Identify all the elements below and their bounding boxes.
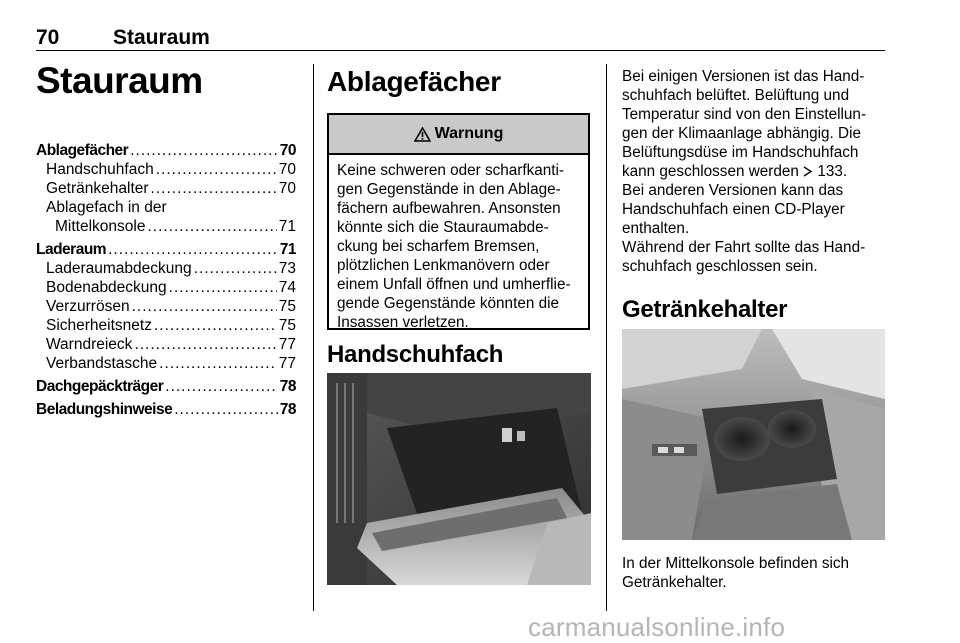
toc-label: Handschuhfach [46,161,154,178]
paragraph-cd-player [622,181,882,238]
toc-leader [159,354,277,373]
text-line: gen Gegenstände in den Ablage- [337,181,561,198]
toc-leader [130,141,278,160]
text-line: Bei einigen Versionen ist das Hand- [622,68,865,85]
toc-entry [36,354,296,373]
toc-leader [165,377,277,396]
toc-page: 77 [278,355,296,372]
toc-label: Verzurrösen [46,298,130,315]
page-number: 70 [36,26,60,49]
toc-entry [36,179,296,198]
text-line: Handschuhfach einen CD-Player [622,201,845,218]
section-title-getraenkehalter: Getränkehalter [622,296,788,323]
text-line: einem Unfall öffnen und umherflie- [337,276,571,293]
toc-entry [36,377,296,396]
toc-leader [169,278,277,297]
text-line: gen der Klimaanlage abhängig. Die [622,125,861,142]
text-line: gende Gegenstände könnten die [337,295,559,312]
text-line: In der Mittelkonsole befinden sich [622,555,850,572]
toc-label: Bodenabdeckung [46,279,167,296]
toc-entry [36,198,296,217]
toc-page: 70 [279,142,296,159]
toc-leader [147,217,276,236]
toc-leader [108,240,278,259]
caption-cupholder [622,554,882,592]
watermark: carmanualsonline.info [528,612,786,642]
warning-header [329,115,588,155]
text-line: Bei anderen Versionen kann das [622,182,844,199]
reference-page: 133. [817,163,848,180]
text-line: schuhfach geschlossen sein. [622,258,818,275]
toc-page: 78 [279,401,296,418]
warning-text [329,155,588,332]
warning-label: Warnung [434,125,504,142]
warning-box [327,113,590,330]
toc-page: 71 [279,241,296,258]
toc-entry [36,400,296,419]
page-header [36,26,885,51]
toc-leader [151,179,277,198]
toc-label: Laderaum [36,241,107,258]
toc-label: Verbandstasche [46,355,158,372]
toc-leader [132,297,277,316]
glovebox-photo [327,373,591,585]
toc-entry [36,259,296,278]
text-line: könnte sich die Stauraumabde- [337,219,549,236]
toc-entry [36,278,296,297]
toc-entry [36,217,296,236]
column-divider [313,64,314,611]
text-line: Keine schweren oder scharfkanti- [337,162,565,179]
para1-last-line: kann geschlossen werden [622,163,799,180]
toc-label: Ablagefächer [36,142,129,159]
text-line: plötzlichen Lenkmanövern oder [337,257,550,274]
toc-page: 70 [278,180,296,197]
section-title-ablagefaecher: Ablagefächer [327,66,501,97]
text-line: Belüftungsdüse im Handschuhfach [622,144,859,161]
running-title: Stauraum [113,26,210,49]
toc-label: Getränkehalter [46,180,149,197]
paragraph-ventilation [622,67,882,181]
toc-leader [134,335,276,354]
toc-label: Mittelkonsole [55,218,146,235]
text-line: Temperatur sind von den Einstellun- [622,106,867,123]
toc-entry [36,297,296,316]
toc-page: 78 [279,378,296,395]
toc-leader [174,400,278,419]
text-line: fächern aufbewahren. Ansonsten [337,200,561,217]
toc-entry [36,316,296,335]
toc-page: 74 [278,279,296,296]
toc-label: Warndreieck [46,336,133,353]
chapter-title: Stauraum [36,60,203,101]
toc-label: Laderaumabdeckung [46,260,192,277]
text-line: enthalten. [622,220,690,237]
text-line: schuhfach belüftet. Belüftung und [622,87,850,104]
toc-entry [36,335,296,354]
toc-page: 75 [278,317,296,334]
toc-leader [156,160,277,179]
toc-page: 75 [278,298,296,315]
toc-page: 70 [278,161,296,178]
toc-leader [154,316,277,335]
paragraph-closed-driving [622,238,882,276]
toc-entry [36,160,296,179]
toc-label: Dachgepäckträger [36,378,164,395]
toc-page: 73 [278,260,296,277]
toc-entry [36,240,296,259]
warning-triangle-icon [414,127,431,142]
table-of-contents [36,141,296,419]
text-line: Getränkehalter. [622,574,727,591]
column-divider [606,64,607,611]
text-line: ckung bei scharfem Bremsen, [337,238,540,255]
toc-entry [36,141,296,160]
text-line: Während der Fahrt sollte das Hand- [622,239,866,256]
arrow-reference-icon [803,166,813,177]
text-line: Insassen verletzen. [337,314,469,331]
toc-page: 77 [278,336,296,353]
cupholder-photo [622,329,885,540]
section-title-handschuhfach: Handschuhfach [327,341,504,368]
toc-label: Sicherheitsnetz [46,317,152,334]
toc-page: 71 [278,218,296,235]
toc-leader [194,259,277,278]
toc-label: Beladungshinweise [36,401,173,418]
toc-label: Ablagefach in der [46,199,167,216]
